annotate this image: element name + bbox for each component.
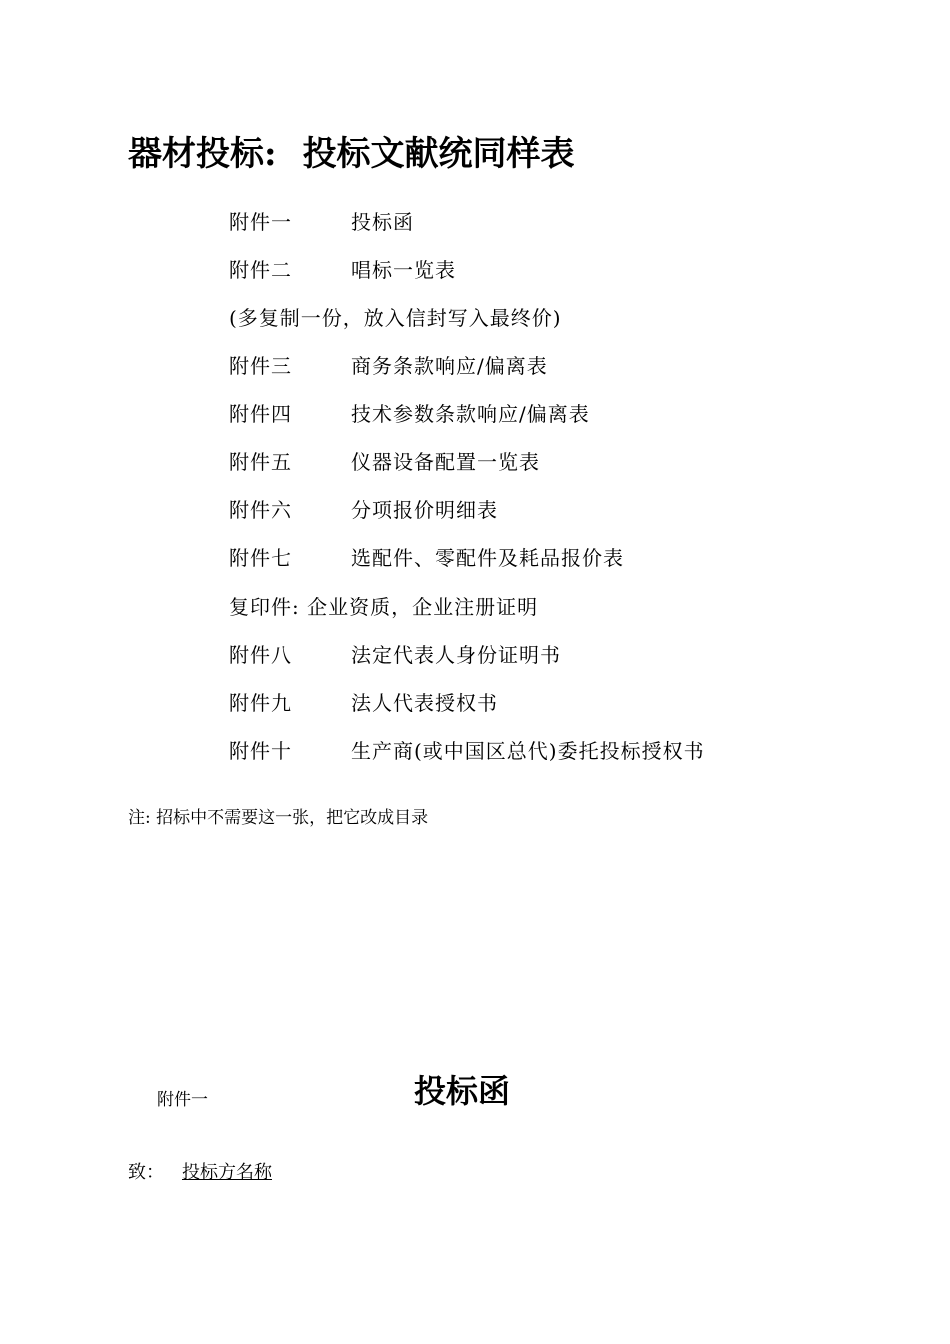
toc-item-6 — [229, 495, 498, 525]
toc-label: 附件四 — [229, 402, 292, 426]
toc-label: 附件二 — [229, 258, 292, 282]
toc-note-row — [229, 303, 562, 333]
toc-item-7 — [229, 543, 624, 573]
toc-label: 附件三 — [229, 354, 292, 378]
toc-text: 唱标一览表 — [351, 258, 456, 282]
toc-label: 附件九 — [229, 691, 292, 715]
toc-copy-row — [229, 592, 538, 622]
toc-text: 投标函 — [351, 210, 414, 234]
toc-text: 法人代表授权书 — [351, 691, 498, 715]
toc-text: 商务条款响应/偏离表 — [351, 354, 548, 378]
toc-text: 仪器设备配置一览表 — [351, 450, 540, 474]
toc-label: 附件一 — [229, 210, 292, 234]
toc-item-10 — [229, 736, 705, 766]
toc-label: 附件五 — [229, 450, 292, 474]
toc-item-5 — [229, 447, 540, 477]
toc-label: 附件十 — [229, 739, 292, 763]
toc-text: 选配件、零配件及耗品报价表 — [351, 546, 624, 570]
toc-label: 附件六 — [229, 498, 292, 522]
toc-label: 附件八 — [229, 643, 292, 667]
recipient-name-field[interactable]: 投标方名称 — [182, 1162, 272, 1182]
toc-item-1 — [229, 207, 414, 237]
footnote: 注: 招标中不需要这一张，把它改成目录 — [128, 808, 429, 828]
toc-item-8 — [229, 640, 561, 670]
toc-text: 技术参数条款响应/偏离表 — [351, 402, 590, 426]
title-prefix: 器材投标: — [128, 134, 277, 174]
letter-title: 投标函 — [414, 1072, 511, 1110]
toc-item-4 — [229, 399, 590, 429]
toc-label: 附件七 — [229, 546, 292, 570]
title-main: 投标文献统同样表 — [302, 134, 575, 174]
toc-text: 复印件: 企业资质，企业注册证明 — [229, 595, 539, 619]
toc-text: (多复制一份，放入信封写入最终价) — [229, 306, 562, 330]
attachment-label: 附件一 — [157, 1090, 208, 1110]
toc-text: 生产商(或中国区总代)委托投标授权书 — [351, 739, 705, 763]
toc-item-3 — [229, 351, 548, 381]
recipient-line — [128, 1157, 280, 1187]
toc-text: 分项报价明细表 — [351, 498, 498, 522]
document-title — [128, 130, 575, 178]
toc-item-9 — [229, 688, 498, 718]
toc-text: 法定代表人身份证明书 — [351, 643, 561, 667]
recipient-label: 致： — [128, 1162, 164, 1182]
toc-item-2 — [229, 255, 456, 285]
